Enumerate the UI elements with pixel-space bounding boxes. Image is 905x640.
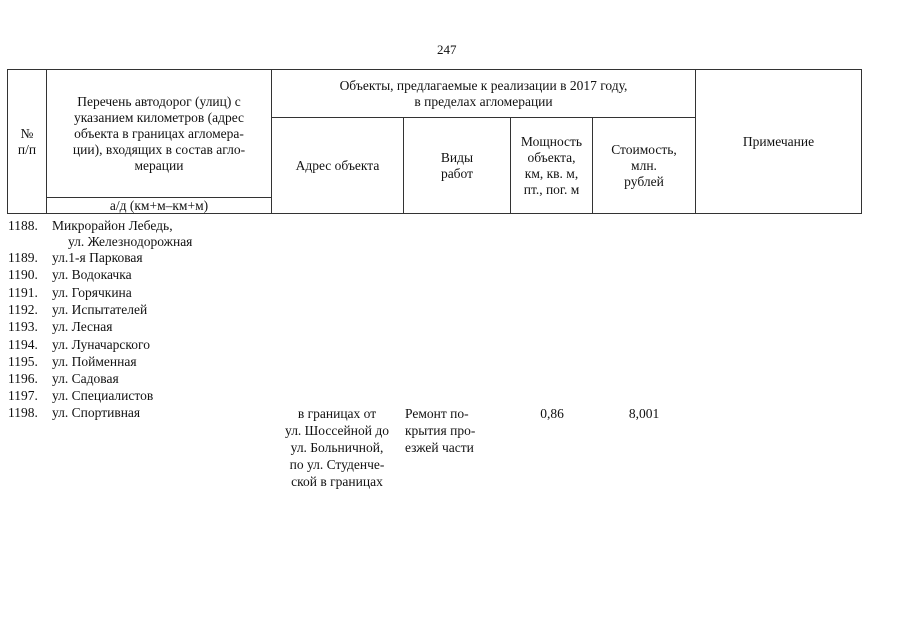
row-number: 1195. <box>8 354 38 369</box>
row-number: 1193. <box>8 319 38 334</box>
header-cost-line: Стоимость, <box>611 141 677 157</box>
header-num-line: п/п <box>17 141 37 157</box>
table-row <box>8 218 173 234</box>
header-cost-line: рублей <box>624 173 664 189</box>
row-street: Микрорайон Лебедь, <box>52 218 173 233</box>
row-street-continuation: ул. Железнодорожная <box>68 234 193 249</box>
table-row <box>8 302 147 318</box>
header-road-line: ции), входящих в состав агло- <box>72 141 246 157</box>
table-row <box>8 250 143 266</box>
row-address-line: ул. Больничной, <box>290 440 384 455</box>
header-road-line: мерации <box>134 157 184 173</box>
header-capacity-line: пт., пог. м <box>523 181 580 197</box>
table-row <box>8 319 112 335</box>
row-street: ул. Луначарского <box>52 337 150 352</box>
row-number: 1192. <box>8 302 38 317</box>
header-num-line: № <box>20 125 34 141</box>
row-address-cell <box>272 405 402 490</box>
header-road-line: Перечень автодорог (улиц) с <box>77 93 241 109</box>
header-road-line: указанием километров (адрес <box>73 109 245 125</box>
table-row <box>8 337 150 353</box>
row-number: 1191. <box>8 285 38 300</box>
header-note: Примечание <box>742 133 815 149</box>
header-road-list-cell <box>46 69 272 198</box>
header-note-cell <box>695 69 862 214</box>
header-capacity-cell <box>510 117 593 214</box>
row-work-cell <box>405 405 509 456</box>
header-objects-cell <box>271 69 696 118</box>
row-number: 1189. <box>8 250 38 265</box>
row-number: 1188. <box>8 218 38 233</box>
row-street: ул. Садовая <box>52 371 119 386</box>
header-capacity-line: Мощность <box>520 133 583 149</box>
header-address-cell <box>271 117 404 214</box>
header-road-sub-cell <box>46 197 272 214</box>
row-work-line: езжей части <box>405 440 474 455</box>
header-cost-cell <box>592 117 696 214</box>
table-row <box>8 285 132 301</box>
row-street: ул. Специалистов <box>52 388 154 403</box>
header-road-line: объекта в границах агломера- <box>74 125 244 141</box>
row-street: ул.1-я Парковая <box>52 250 143 265</box>
row-address-line: по ул. Студенче- <box>289 457 385 472</box>
header-work-line: Виды <box>440 149 474 165</box>
row-work-line: Ремонт по- <box>405 406 469 421</box>
row-street: ул. Горячкина <box>52 285 132 300</box>
header-cost-line: млн. <box>631 157 657 173</box>
row-number: 1198. <box>8 405 38 420</box>
header-objects-line: Объекты, предлагаемые к реализации в 2017 году, <box>339 77 628 93</box>
row-cost-value: 8,001 <box>628 406 660 421</box>
row-address-line: ул. Шоссейной до <box>285 423 389 438</box>
header-capacity-line: объекта, <box>527 149 576 165</box>
table-row-continuation <box>68 234 192 250</box>
table-row <box>8 405 140 421</box>
row-street: ул. Пойменная <box>52 354 137 369</box>
row-number: 1197. <box>8 388 38 403</box>
table-row <box>8 354 137 370</box>
header-work-line: работ <box>440 165 474 181</box>
row-address-line: в границах от <box>297 406 377 421</box>
header-road-sub: а/д (км+м–км+м) <box>109 197 209 213</box>
row-street: ул. Водокачка <box>52 267 132 282</box>
row-number: 1194. <box>8 337 38 352</box>
row-number: 1196. <box>8 371 38 386</box>
row-street: ул. Лесная <box>52 319 113 334</box>
page-number: 247 <box>437 42 457 57</box>
header-work-cell <box>403 117 511 214</box>
row-number: 1190. <box>8 267 38 282</box>
header-num-cell <box>7 69 47 214</box>
row-street: ул. Испытателей <box>52 302 148 317</box>
table-row <box>8 388 153 404</box>
row-capacity-value: 0,86 <box>540 406 564 421</box>
header-objects-line: в пределах агломерации <box>414 93 553 109</box>
table-row <box>8 267 132 283</box>
row-street: ул. Спортивная <box>52 405 141 420</box>
table-row <box>8 371 119 387</box>
row-work-line: крытия про- <box>405 423 476 438</box>
row-address-line: ской в границах <box>291 474 383 489</box>
header-capacity-line: км, кв. м, <box>524 165 579 181</box>
header-address: Адрес объекта <box>295 157 380 173</box>
